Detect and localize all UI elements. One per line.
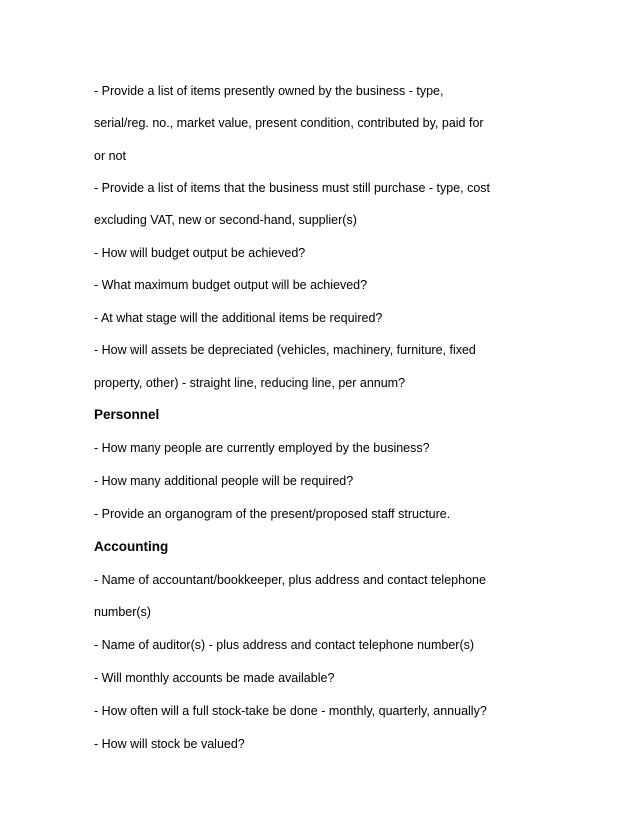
- text-line: number(s): [94, 605, 151, 619]
- text-line: - How will assets be depreciated (vehicles, machinery, furniture, fixed: [94, 343, 476, 357]
- text-line: - What maximum budget output will be achieved?: [94, 278, 368, 292]
- text-line: - How many people are currently employed by the business?: [94, 441, 430, 455]
- text-line: - How will budget output be achieved?: [94, 246, 306, 260]
- text-line: - Provide a list of items presently owned by the business - type,: [94, 84, 444, 98]
- section-heading-accounting: Accounting: [94, 539, 169, 554]
- text-line: - Will monthly accounts be made available?: [94, 671, 335, 685]
- text-line: - Name of accountant/bookkeeper, plus address and contact telephone: [94, 573, 486, 587]
- text-line: or not: [94, 149, 126, 163]
- text-line: - Provide a list of items that the business must still purchase - type, cost: [94, 181, 490, 195]
- text-line: - How often will a full stock-take be done - monthly, quarterly, annually?: [94, 704, 487, 718]
- text-line: - How will stock be valued?: [94, 737, 245, 751]
- text-line: - How many additional people will be required?: [94, 474, 354, 488]
- text-line: - At what stage will the additional items be required?: [94, 311, 383, 325]
- section-heading-personnel: Personnel: [94, 407, 160, 422]
- text-line: - Name of auditor(s) - plus address and contact telephone number(s): [94, 638, 475, 652]
- text-line: serial/reg. no., market value, present condition, contributed by, paid for: [94, 116, 484, 130]
- text-line: property, other) - straight line, reducing line, per annum?: [94, 376, 406, 390]
- text-line: excluding VAT, new or second-hand, supplier(s): [94, 213, 357, 227]
- text-line: - Provide an organogram of the present/proposed staff structure.: [94, 507, 451, 521]
